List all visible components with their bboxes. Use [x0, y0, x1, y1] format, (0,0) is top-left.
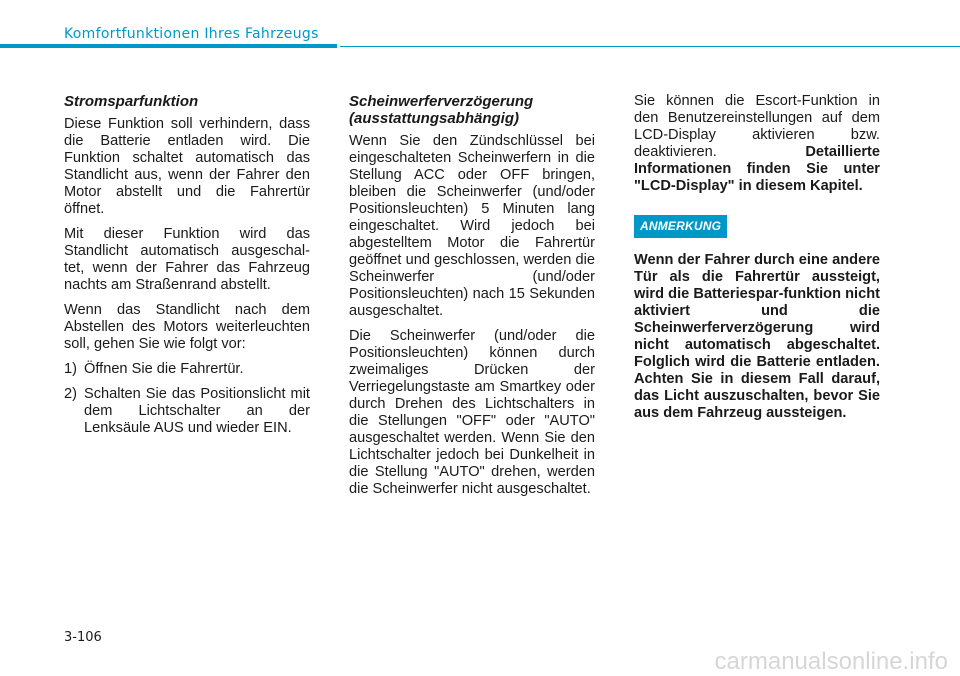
- paragraph: Mit dieser Funktion wird das Standlicht automatisch ausgeschal-tet, wenn der Fahrer das Fahrzeug nachts am Straßenrand abstellt.: [64, 226, 310, 293]
- header-rule: [340, 46, 960, 47]
- step-number: 1): [64, 361, 77, 377]
- list-item: [64, 386, 310, 437]
- paragraph: Wenn Sie den Zündschlüssel bei eingeschalteten Scheinwerfern in die Stellung ACC oder OFF bringen, bleiben die Scheinwerfer (und/oder Positionsleuchten) 5 Minuten lang eingeschaltet. Wird jedoch bei abgestelltem Motor die Fahrertür geöffnet und geschlossen, werden die Scheinwerfer (und/oder Positionsleuchten) nach 15 Sekunden ausgeschaltet.: [349, 133, 595, 319]
- header-accent-bar: [0, 44, 337, 48]
- section-title: Komfortfunktionen Ihres Fahrzeugs: [64, 26, 319, 42]
- paragraph: Die Scheinwerfer (und/oder die Positionsleuchten) können durch zweimaliges Drücken der Verriegelungstaste am Smartkey oder durch Drehen des Lichtschalters in die Stellungen "OFF" oder "AUTO" ausgeschaltet werden. Wenn Sie den Lichtschalter jedoch bei Dunkelheit in die Stellung "AUTO" drehen, werden die Scheinwerfer nicht ausgeschaltet.: [349, 328, 595, 497]
- paragraph-bold: Detaillierte Informationen finden Sie unter "LCD-Display" in diesem Kapitel.: [634, 144, 880, 194]
- heading-scheinwerferverzoegerung: Scheinwerferverzögerung (ausstattungsabhängig): [349, 93, 534, 127]
- column-middle: [349, 93, 595, 506]
- paragraph-regular: Sie können die Escort-Funktion in den Benutzereinstellungen auf dem LCD-Display aktivieren bzw. deaktivieren.: [634, 93, 880, 160]
- paragraph: Diese Funktion soll verhindern, dass die Batterie entladen wird. Die Funktion schaltet automatisch das Standlicht aus, wenn der Fahrer den Motor abstellt und die Fahrertür öffnet.: [64, 116, 310, 217]
- step-text: Öffnen Sie die Fahrertür.: [84, 361, 244, 377]
- note-badge: ANMERKUNG: [634, 215, 727, 238]
- list-item: [64, 361, 310, 378]
- heading-stromsparfunktion: Stromsparfunktion: [64, 93, 199, 110]
- paragraph: [634, 93, 880, 195]
- note-text: Wenn der Fahrer durch eine andere Tür als die Fahrertür aussteigt, wird die Batteriespar-funktion nicht aktiviert und die Scheinwerferverzögerung wird nicht automatisch abgeschaltet. Folglich wird die Batterie entladen. Achten Sie in diesem Fall darauf, das Licht auszuschalten, bevor Sie aus dem Fahrzeug aussteigen.: [634, 252, 880, 421]
- step-text: Schalten Sie das Positionslicht mit dem Lichtschalter an der Lenksäule AUS und wieder EIN.: [84, 386, 310, 436]
- column-left: [64, 93, 310, 445]
- step-number: 2): [64, 386, 77, 402]
- column-right: [634, 93, 880, 430]
- page-number: 3-106: [64, 630, 102, 645]
- paragraph: Wenn das Standlicht nach dem Abstellen des Motors weiterleuchten soll, gehen Sie wie folgt vor:: [64, 302, 310, 352]
- watermark: carmanualsonline.info: [714, 648, 948, 675]
- steps-list: [64, 361, 310, 437]
